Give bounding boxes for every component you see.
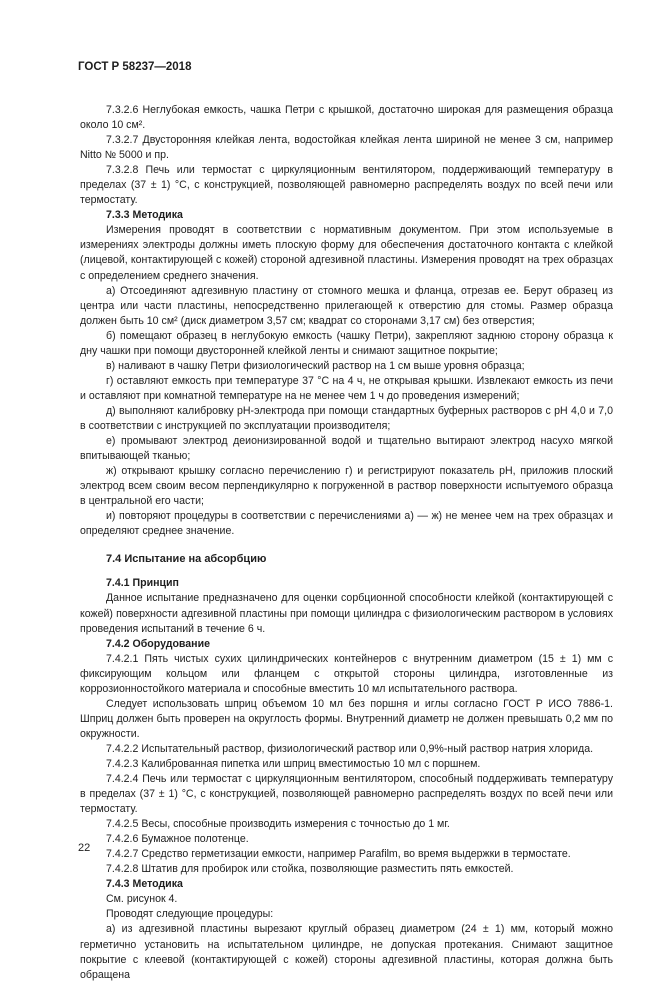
- paragraph: 7.4.2.8 Штатив для пробирок или стойка, позволяющие разместить пять емкостей.: [106, 863, 514, 876]
- list-item: и) повторяют процедуры в соответствии с перечислениями а) — ж) не менее чем на трех образцах и определяют среднее значение.: [80, 510, 613, 538]
- paragraph: 7.4.2.6 Бумажное полотенце.: [106, 833, 249, 846]
- paragraph: Измерения проводят в соответствии с нормативным документом. При этом используемые в измерениях электроды должны иметь плоскую форму для обеспечения достаточного контакта с клейкой (лицевой, контактирующей с кожей) стороной адгезивной пластины. Измерения проводят на трех образцах с определением среднего значения.: [80, 224, 613, 282]
- paragraph: 7.4.2.5 Весы, способные производить измерения с точностью до 1 мг.: [106, 818, 450, 831]
- list-item: в) наливают в чашку Петри физиологический раствор на 1 см выше уровня образца;: [106, 359, 525, 372]
- paragraph: 7.3.2.6 Неглубокая емкость, чашка Петри с крышкой, достаточно широкая для размещения образца около 10 см².: [80, 104, 613, 132]
- section-heading: 7.3.3 Методика: [106, 209, 183, 222]
- document-body: [80, 103, 613, 983]
- paragraph: 7.4.2.1 Пять чистых сухих цилиндрических контейнеров с внутренним диаметром (15 ± 1) мм с фиксирующим кольцом или фланцем с открытой стороны цилиндра, изготовленные из коррозионностойкого материала и способные вместить 10 мл испытательного раствора.: [80, 652, 613, 695]
- paragraph: 7.3.2.7 Двусторонняя клейкая лента, водостойкая клейкая лента шириной не менее 3 см, например Nitto № 5000 и пр.: [80, 134, 613, 162]
- paragraph: 7.4.2.3 Калиброванная пипетка или шприц вместимостью 10 мл с поршнем.: [106, 757, 481, 770]
- paragraph: Следует использовать шприц объемом 10 мл без поршня и иглы согласно ГОСТ Р ИСО 7886-1. Шприц должен быть проверен на округлость формы. Внутренний диаметр не должен превышать 0,2 мм по окружности.: [80, 697, 613, 740]
- paragraph: Данное испытание предназначено для оценки сорбционной способности клейкой (контактирующей с кожей) поверхности адгезивной пластины при помощи цилиндра с физиологическим раствором в условиях проведения испытаний в течение 6 ч.: [80, 592, 613, 635]
- section-heading: 7.4.2 Оборудование: [106, 637, 210, 650]
- list-item: а) Отсоединяют адгезивную пластину от стомного мешка и фланца, отрезав ее. Берут образец из центра или части пластины, непосредственно прилегающей к отверстию для стомы. Размер образца должен быть 10 см² (диск диаметром 3,57 см; квадрат со сторонами 3,17 см) без отверстия;: [80, 284, 613, 327]
- section-heading: 7.4.3 Методика: [106, 878, 183, 891]
- page-number: 22: [78, 842, 91, 854]
- paragraph: 7.4.2.4 Печь или термостат с циркуляционным вентилятором, способный поддерживать температуру в пределах (37 ± 1) °С, с конструкцией, позволяющей равномерно распределять воздух по всей печи или термостату.: [80, 773, 613, 816]
- paragraph: 7.4.2.7 Средство герметизации емкости, например Parafilm, во время выдержки в термостате.: [106, 848, 571, 861]
- paragraph: Проводят следующие процедуры:: [106, 908, 274, 921]
- list-item: д) выполняют калибровку рН-электрода при помощи стандартных буферных растворов с рН 4,0 и 7,0 в соответствии с инструкцией по эксплуатации производителя;: [80, 404, 613, 432]
- paragraph: 7.3.2.8 Печь или термостат с циркуляционным вентилятором, поддерживающий температуру в пределах (37 ± 1) °С, с конструкцией, позволяющей равномерно распределять воздух по всей печи или термостату.: [80, 164, 613, 207]
- list-item: а) из адгезивной пластины вырезают круглый образец диаметром (24 ± 1) мм, который можно герметично установить на испытательном цилиндре, не допуская протекания. Снимают защитное покрытие с клеевой (контактирующей с кожей) стороны адгезивной пластины, которая должна быть обращена: [80, 923, 613, 981]
- paragraph: См. рисунок 4.: [106, 893, 178, 906]
- list-item: е) промывают электрод деионизированной водой и тщательно вытирают электрод насухо мягкой впитывающей тканью;: [80, 435, 613, 463]
- list-item: ж) открывают крышку согласно перечислению г) и регистрируют показатель рН, приложив плоский электрод всем своим весом перпендикулярно к погруженной в раствор поверхности испытуемого образца в центральной его части;: [80, 465, 613, 508]
- list-item: г) оставляют емкость при температуре 37 °С на 4 ч, не открывая крышки. Извлекают емкость из печи и оставляют при комнатной температуре на не менее чем 1 ч до проведения измерений;: [80, 374, 613, 402]
- list-item: б) помещают образец в неглубокую емкость (чашку Петри), закрепляют заднюю сторону образца к дну чашки при помощи двусторонней клейкой ленты и снимают защитное покрытие;: [80, 329, 613, 357]
- paragraph: 7.4.2.2 Испытательный раствор, физиологический раствор или 0,9%-ный раствор натрия хлорида.: [106, 742, 594, 755]
- document-header: ГОСТ Р 58237—2018: [78, 61, 192, 73]
- section-heading: 7.4.1 Принцип: [106, 577, 179, 590]
- section-title: 7.4 Испытание на абсорбцию: [106, 553, 267, 566]
